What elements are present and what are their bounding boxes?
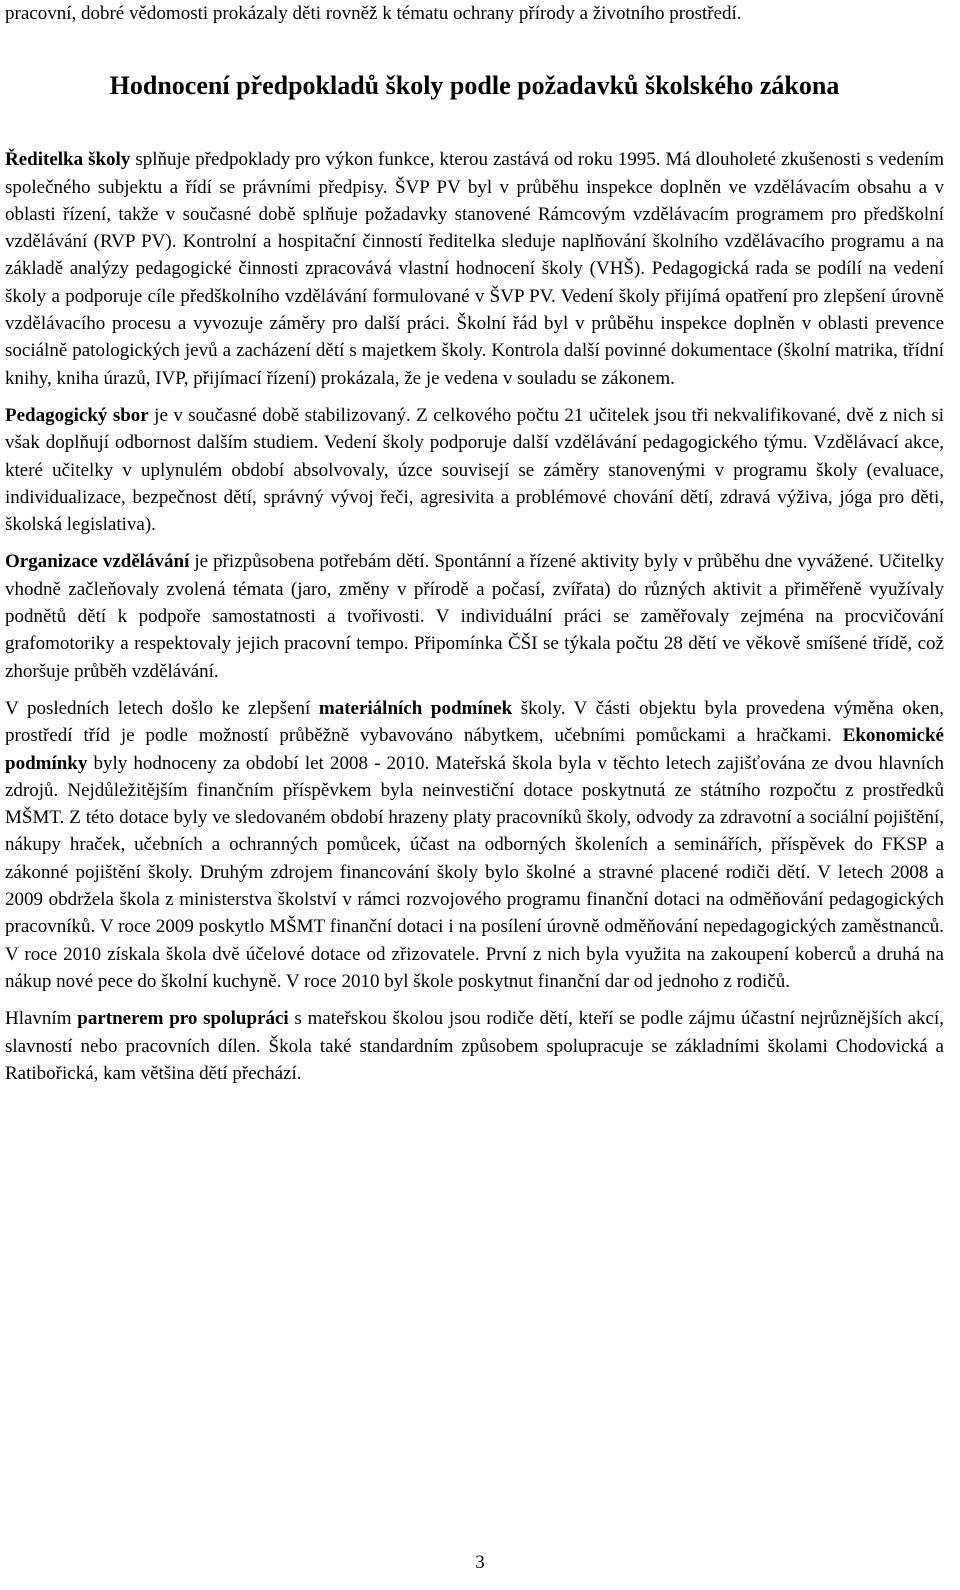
paragraph-partners <box>5 1005 944 1087</box>
paragraph-text: s mateřskou školou jsou rodiče dětí, kteří se podle zájmu účastní nejrůznějších akcí, slavností nebo pracovních dílen. Škola také standardním způsobem spolupracuje se základními školami Chodovická a Ratibořická, kam většina dětí přechází. <box>5 1008 944 1084</box>
page-number: 3 <box>475 1552 485 1573</box>
paragraph-text: je v současné době stabilizovaný. Z celkového počtu 21 učitelek jsou tři nekvalifikované, dvě z nich si však doplňují odbornost dalším studiem. Vedení školy podporuje další vzdělávání pedagogického týmu. Vzdělávací akce, které učitelky v uplynulém období absolvovaly, úzce souvisejí se záměry stanovenými v programu školy (evaluace, individualizace, bezpečnost dětí, správný vývoj řeči, agresivita a problémové chování dětí, zdravá výživa, jóga pro děti, školská legislativa). <box>5 404 945 536</box>
paragraph-director <box>5 146 944 392</box>
bold-term: Organizace vzdělávání <box>5 551 190 573</box>
bold-term: Pedagogický sbor <box>5 404 149 426</box>
bold-term: materiálních podmínek <box>318 697 513 719</box>
paragraph-text: školy. V části objektu byla provedena výměna oken, prostředí tříd je podle možností průběžně vybavováno nábytkem, učebními pomůckami a hračkami. <box>5 697 944 747</box>
bold-term: Ekonomické podmínky <box>5 725 944 774</box>
paragraph-conditions <box>5 695 944 995</box>
section-heading: Hodnocení předpokladů školy podle požadavků školského zákona <box>109 71 840 101</box>
paragraph-teaching-staff <box>5 402 944 538</box>
paragraph-text: splňuje předpoklady pro výkon funkce, kterou zastává od roku 1995. Má dlouholeté zkušenosti s vedením společného subjektu a řídí se právními předpisy. ŠVP PV byl v průběhu inspekce doplněn ve vzdělávacím obsahu a v oblasti řízení, takže v současné době splňuje požadavky stanovené Rámcovým vzdělávacím programem pro předškolní vzdělávání (RVP PV). Kontrolní a hospitační činností ředitelka sleduje naplňování školního vzdělávacího programu a na základě analýzy pedagogické činnosti zpracovává vlastní hodnocení školy (VHŠ). Pedagogická rada se podílí na vedení školy a podporuje cíle předškolního vzdělávání formulované v ŠVP PV. Vedení školy přijímá opatření pro zlepšení úrovně vzdělávacího procesu a vyvozuje záměry pro další práci. Školní řád byl v průběhu inspekce doplněn v oblasti prevence sociálně patologických jevů a zacházení dětí s majetkem školy. Kontrola další povinné dokumentace (školní matrika, třídní knihy, kniha úrazů, IVP, přijímací řízení) prokázala, že je vedena v souladu se zákonem. <box>5 149 944 389</box>
paragraph-text: Hlavním <box>5 1008 78 1030</box>
bold-term: Ředitelka školy <box>5 149 131 171</box>
intro-paragraph: pracovní, dobré vědomosti prokázaly děti rovněž k tématu ochrany přírody a životního prostředí. <box>5 3 742 24</box>
paragraph-organization <box>5 548 944 684</box>
paragraph-text: V posledních letech došlo ke zlepšení <box>5 697 319 719</box>
paragraph-text: je přizpůsobena potřebám dětí. Spontánní a řízené aktivity byly v průběhu dne vyvážené. Učitelky vhodně začleňovaly zvolená témata (jaro, změny v přírodě a počasí, zvířata) do různých aktivit a přiměřeně využívaly podnětů dětí k podpoře samostatnosti a tvořivosti. V individuální práci se zaměřovaly zejména na procvičování grafomotoriky a respektovaly jejich pracovní tempo. Připomínka ČŠI se týkala počtu 28 dětí ve věkově smíšené třídě, což zhoršuje průběh vzdělávání. <box>5 551 944 682</box>
bold-term: partnerem pro spolupráci <box>77 1008 289 1030</box>
paragraph-text: byly hodnoceny za období let 2008 - 2010. Mateřská škola byla v těchto letech zajišťována ze dvou hlavních zdrojů. Nejdůležitějším finančním příspěvkem byla neinvestiční dotace poskytnutá ze státního rozpočtu z prostředků MŠMT. Z této dotace byly ve sledovaném období hrazeny platy pracovníků školy, odvody za zdravotní a sociální pojištění, nákupy hraček, učebních a ochranných pomůcek, účast na odborných školeních a seminářích, příspěvek do FKSP a zákonné pojištění školy. Druhým zdrojem financování školy bylo školné a stravné placené rodiči dětí. V letech 2008 a 2009 obdržela škola z ministerstva školství v rámci rozvojového programu finanční dotaci na odměňování pedagogických pracovníků. V roce 2009 poskytlo MŠMT finanční dotaci i na posílení úrovně odměňování nepedagogických zaměstnanců. V roce 2010 získala škola dvě účelové dotace od zřizovatele. První z nich byla využita na zakoupení koberců a druhá na nákup nové pece do školní kuchyně. V roce 2010 byl škole poskytnut finanční dar od jednoho z rodičů. <box>5 752 944 992</box>
